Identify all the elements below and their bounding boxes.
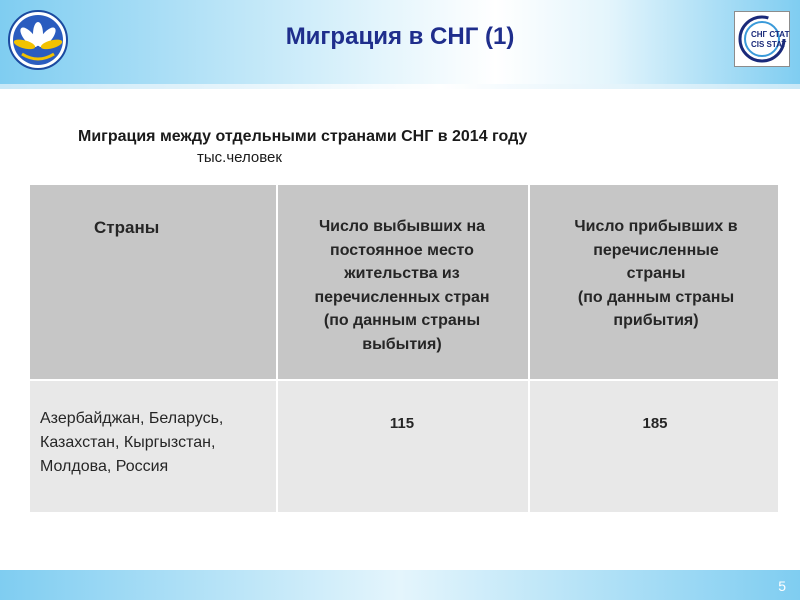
table-subtitle: Миграция между отдельными странами СНГ в 2014 году — [78, 128, 528, 145]
header-divider — [0, 84, 800, 89]
header-bar — [0, 0, 800, 84]
cis-stat-logo — [734, 11, 790, 67]
units-label: тыс.человек — [197, 149, 282, 166]
header-emigrated: Число выбывших на постоянное место жительства из перечисленных стран (по данным страны выбытия) — [314, 218, 490, 353]
header-immigrated: Число прибывших в перечисленные страны (по данным страны прибытия) — [574, 218, 738, 330]
logo-text-en: CIS STAT — [751, 40, 787, 49]
cis-stat-ring-icon — [735, 12, 789, 66]
cell-countries: Азербайджан, Беларусь, Казахстан, Кыргызстан, Молдова, Россия — [40, 410, 224, 475]
logo-text-ru: СНГ СТАТ — [751, 30, 790, 39]
migration-table — [30, 185, 778, 512]
row-divider — [30, 379, 778, 381]
header-countries: Страны — [94, 218, 160, 237]
page-number: 5 — [778, 578, 786, 594]
footer-bar — [0, 570, 800, 600]
page-title: Миграция в СНГ (1) — [285, 23, 515, 50]
cell-immigrated: 185 — [642, 415, 668, 432]
column-divider — [528, 185, 530, 512]
cell-emigrated: 115 — [389, 415, 415, 432]
